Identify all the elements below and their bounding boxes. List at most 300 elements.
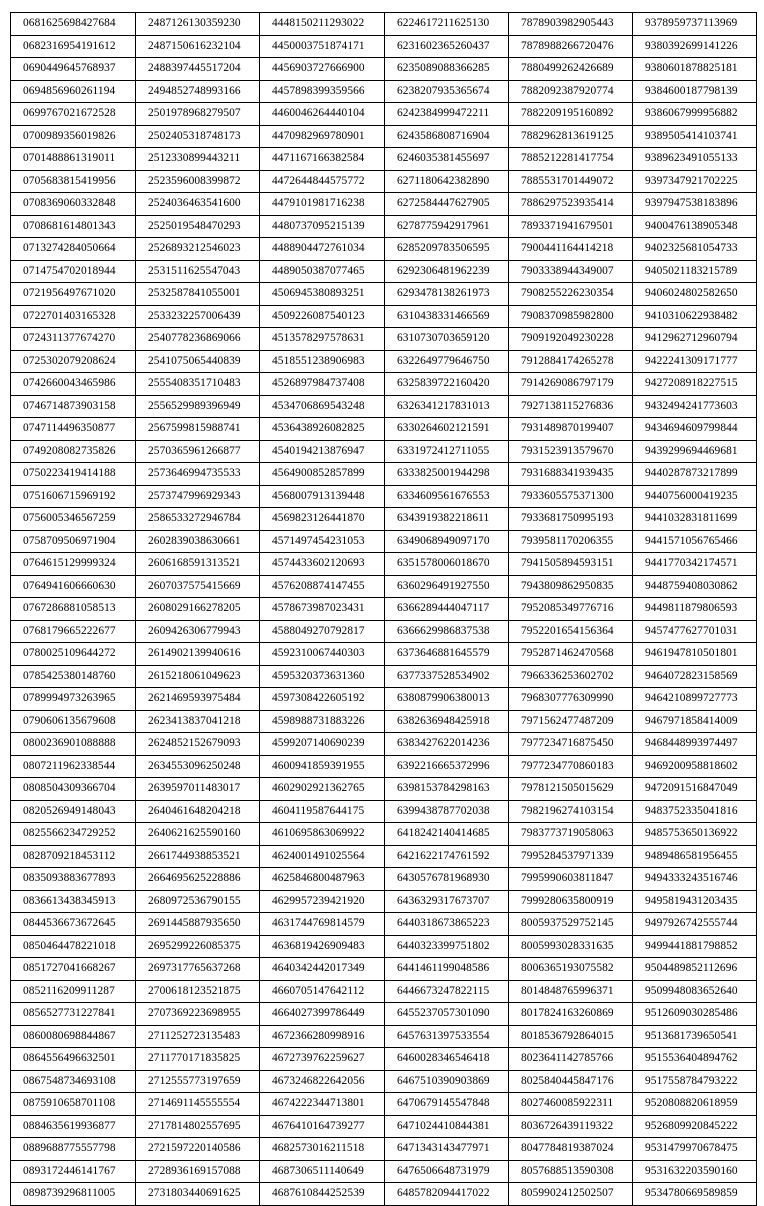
table-row bbox=[11, 710, 757, 733]
table-cell: 4534706869543248 bbox=[260, 395, 385, 418]
table-cell: 0860080698844867 bbox=[11, 1025, 136, 1048]
table-cell: 8005937529752145 bbox=[509, 913, 633, 936]
table-row bbox=[11, 80, 757, 103]
table-cell: 4674222344713801 bbox=[260, 1093, 385, 1116]
table-row bbox=[11, 395, 757, 418]
table-cell: 9405021183215789 bbox=[633, 260, 757, 283]
table-cell: 2556529989396949 bbox=[136, 395, 260, 418]
table-cell: 6446673247822115 bbox=[385, 980, 509, 1003]
table-cell: 9441571056765466 bbox=[633, 530, 757, 553]
table-cell: 4488904472761034 bbox=[260, 238, 385, 261]
table-row bbox=[11, 530, 757, 553]
table-cell: 9449811879806593 bbox=[633, 598, 757, 621]
table-cell: 7903338944349007 bbox=[509, 260, 633, 283]
table-cell: 9513681739650541 bbox=[633, 1025, 757, 1048]
table-cell: 4682573016211518 bbox=[260, 1138, 385, 1161]
table-cell: 9512609030285486 bbox=[633, 1003, 757, 1026]
table-cell: 2615218061049623 bbox=[136, 665, 260, 688]
table-cell: 6392216665372996 bbox=[385, 755, 509, 778]
table-cell: 7931523913579670 bbox=[509, 440, 633, 463]
table-cell: 6224617211625130 bbox=[385, 13, 509, 36]
table-cell: 7941505894593151 bbox=[509, 553, 633, 576]
table-row bbox=[11, 553, 757, 576]
table-cell: 6398153784298163 bbox=[385, 778, 509, 801]
table-cell: 4672739762259627 bbox=[260, 1048, 385, 1071]
table-cell: 0836613438345913 bbox=[11, 890, 136, 913]
table-cell: 7882962813619125 bbox=[509, 125, 633, 148]
table-cell: 8057688513590308 bbox=[509, 1160, 633, 1183]
table-cell: 6373646881645579 bbox=[385, 643, 509, 666]
table-cell: 6238207935365674 bbox=[385, 80, 509, 103]
table-cell: 6293478138261973 bbox=[385, 283, 509, 306]
table-cell: 9389623491055133 bbox=[633, 148, 757, 171]
table-cell: 6366289444047117 bbox=[385, 598, 509, 621]
table-row bbox=[11, 440, 757, 463]
table-cell: 9400476138905348 bbox=[633, 215, 757, 238]
table-cell: 0825566234729252 bbox=[11, 823, 136, 846]
table-cell: 4600941859391955 bbox=[260, 755, 385, 778]
table-cell: 6349068949097170 bbox=[385, 530, 509, 553]
table-cell: 2531511625547043 bbox=[136, 260, 260, 283]
table-cell: 7943809862950835 bbox=[509, 575, 633, 598]
table-cell: 6231602365260437 bbox=[385, 35, 509, 58]
table-cell: 7882209195160892 bbox=[509, 103, 633, 126]
table-cell: 7933605575371300 bbox=[509, 485, 633, 508]
table-cell: 2714691145555554 bbox=[136, 1093, 260, 1116]
table-cell: 2664695625228886 bbox=[136, 868, 260, 891]
table-cell: 4631744769814579 bbox=[260, 913, 385, 936]
table-cell: 9410310622938482 bbox=[633, 305, 757, 328]
table-cell: 9531632203590160 bbox=[633, 1160, 757, 1183]
table-cell: 9499441881798852 bbox=[633, 935, 757, 958]
table-cell: 2680972536790155 bbox=[136, 890, 260, 913]
table-cell: 6471024410844381 bbox=[385, 1115, 509, 1138]
table-cell: 9397347921702225 bbox=[633, 170, 757, 193]
table-cell: 0851727041668267 bbox=[11, 958, 136, 981]
table-cell: 9489486581956455 bbox=[633, 845, 757, 868]
table-cell: 2533232257006439 bbox=[136, 305, 260, 328]
number-table bbox=[10, 12, 757, 1206]
table-cell: 8014848765996371 bbox=[509, 980, 633, 1003]
table-row bbox=[11, 800, 757, 823]
table-cell: 7939581170206355 bbox=[509, 530, 633, 553]
table-cell: 0764941606660630 bbox=[11, 575, 136, 598]
table-cell: 0690449645768937 bbox=[11, 58, 136, 81]
table-cell: 9380392699141226 bbox=[633, 35, 757, 58]
table-cell: 4480737095215139 bbox=[260, 215, 385, 238]
table-cell: 9469200958818602 bbox=[633, 755, 757, 778]
table-cell: 6467510390903869 bbox=[385, 1070, 509, 1093]
table-cell: 0714754702018944 bbox=[11, 260, 136, 283]
table-cell: 9494333243516746 bbox=[633, 868, 757, 891]
table-cell: 4598988731883226 bbox=[260, 710, 385, 733]
table-row bbox=[11, 778, 757, 801]
table-cell: 0767286881058513 bbox=[11, 598, 136, 621]
table-cell: 4472644844575772 bbox=[260, 170, 385, 193]
table-cell: 2707369223698955 bbox=[136, 1003, 260, 1026]
table-cell: 6383427622014236 bbox=[385, 733, 509, 756]
table-cell: 2532587841055001 bbox=[136, 283, 260, 306]
table-row bbox=[11, 13, 757, 36]
table-cell: 4564900852857899 bbox=[260, 463, 385, 486]
table-cell: 7977234716875450 bbox=[509, 733, 633, 756]
table-cell: 6455237057301090 bbox=[385, 1003, 509, 1026]
table-row bbox=[11, 148, 757, 171]
table-cell: 0725302079208624 bbox=[11, 350, 136, 373]
table-cell: 9434694609799844 bbox=[633, 418, 757, 441]
table-row bbox=[11, 935, 757, 958]
table-cell: 6326341217831013 bbox=[385, 395, 509, 418]
table-row bbox=[11, 845, 757, 868]
table-cell: 9483752335041816 bbox=[633, 800, 757, 823]
table-cell: 7977234770860183 bbox=[509, 755, 633, 778]
table-cell: 7885531701449072 bbox=[509, 170, 633, 193]
table-cell: 2606168591313521 bbox=[136, 553, 260, 576]
table-cell: 4518551238906983 bbox=[260, 350, 385, 373]
table-cell: 6325839722160420 bbox=[385, 373, 509, 396]
table-cell: 2700618123521875 bbox=[136, 980, 260, 1003]
table-cell: 4588049270792817 bbox=[260, 620, 385, 643]
table-cell: 7878903982905443 bbox=[509, 13, 633, 36]
table-row bbox=[11, 1003, 757, 1026]
table-cell: 4457898399359566 bbox=[260, 80, 385, 103]
table-cell: 4660705147642112 bbox=[260, 980, 385, 1003]
table-cell: 7971562477487209 bbox=[509, 710, 633, 733]
table-row bbox=[11, 1160, 757, 1183]
table-cell: 0856527731227841 bbox=[11, 1003, 136, 1026]
table-cell: 2721597220140586 bbox=[136, 1138, 260, 1161]
table-row bbox=[11, 193, 757, 216]
table-cell: 2501978968279507 bbox=[136, 103, 260, 126]
table-cell: 7882092387920774 bbox=[509, 80, 633, 103]
table-cell: 9406024802582650 bbox=[633, 283, 757, 306]
table-row bbox=[11, 328, 757, 351]
table-cell: 9534780669589859 bbox=[633, 1183, 757, 1206]
table-row bbox=[11, 1138, 757, 1161]
table-cell: 4599207140690239 bbox=[260, 733, 385, 756]
table-cell: 4569823126441870 bbox=[260, 508, 385, 531]
table-cell: 7978121505015629 bbox=[509, 778, 633, 801]
table-cell: 7933681750995193 bbox=[509, 508, 633, 531]
table-cell: 4664027399786449 bbox=[260, 1003, 385, 1026]
table-cell: 0722701403165328 bbox=[11, 305, 136, 328]
table-cell: 9441032831811699 bbox=[633, 508, 757, 531]
table-row bbox=[11, 418, 757, 441]
number-table-body bbox=[11, 13, 757, 1206]
table-cell: 0850464478221018 bbox=[11, 935, 136, 958]
table-cell: 0746714873903158 bbox=[11, 395, 136, 418]
table-cell: 9468448993974497 bbox=[633, 733, 757, 756]
table-row bbox=[11, 373, 757, 396]
table-cell: 2494852748993166 bbox=[136, 80, 260, 103]
table-cell: 9464072823158569 bbox=[633, 665, 757, 688]
table-cell: 2525019548470293 bbox=[136, 215, 260, 238]
table-cell: 2695299226085375 bbox=[136, 935, 260, 958]
table-cell: 6242384999472211 bbox=[385, 103, 509, 126]
table-cell: 0700989356019826 bbox=[11, 125, 136, 148]
table-cell: 2731803440691625 bbox=[136, 1183, 260, 1206]
table-cell: 9441770342174571 bbox=[633, 553, 757, 576]
table-cell: 4526897984737408 bbox=[260, 373, 385, 396]
table-cell: 2573646994735533 bbox=[136, 463, 260, 486]
table-cell: 7999280635800919 bbox=[509, 890, 633, 913]
table-cell: 6421622174761592 bbox=[385, 845, 509, 868]
table-cell: 9495819431203435 bbox=[633, 890, 757, 913]
table-cell: 4597308422605192 bbox=[260, 688, 385, 711]
table-cell: 6457631397533554 bbox=[385, 1025, 509, 1048]
table-cell: 4640342442017349 bbox=[260, 958, 385, 981]
table-cell: 4456903727666900 bbox=[260, 58, 385, 81]
table-row bbox=[11, 1048, 757, 1071]
table-cell: 7968307776309990 bbox=[509, 688, 633, 711]
table-cell: 0789994973263965 bbox=[11, 688, 136, 711]
table-cell: 9440287873217899 bbox=[633, 463, 757, 486]
table-cell: 9427208918227515 bbox=[633, 373, 757, 396]
table-cell: 0747114496350877 bbox=[11, 418, 136, 441]
table-row bbox=[11, 980, 757, 1003]
table-row bbox=[11, 463, 757, 486]
table-cell: 7900441164414218 bbox=[509, 238, 633, 261]
table-cell: 9531479970678475 bbox=[633, 1138, 757, 1161]
table-cell: 2728936169157088 bbox=[136, 1160, 260, 1183]
table-cell: 6441461199048586 bbox=[385, 958, 509, 981]
table-cell: 0864556496632501 bbox=[11, 1048, 136, 1071]
table-cell: 7880499262426689 bbox=[509, 58, 633, 81]
table-cell: 6235089088366285 bbox=[385, 58, 509, 81]
table-cell: 0705683815419956 bbox=[11, 170, 136, 193]
table-cell: 6272584447627905 bbox=[385, 193, 509, 216]
table-cell: 8047784819387024 bbox=[509, 1138, 633, 1161]
table-cell: 6285209783506595 bbox=[385, 238, 509, 261]
table-cell: 7952871462470568 bbox=[509, 643, 633, 666]
table-cell: 0898739296811005 bbox=[11, 1183, 136, 1206]
table-cell: 2502405318748173 bbox=[136, 125, 260, 148]
table-cell: 4460046264440104 bbox=[260, 103, 385, 126]
table-cell: 0835093883677893 bbox=[11, 868, 136, 891]
table-cell: 7995284537971339 bbox=[509, 845, 633, 868]
table-cell: 4610695863069922 bbox=[260, 823, 385, 846]
table-cell: 9461947810501801 bbox=[633, 643, 757, 666]
table-row bbox=[11, 508, 757, 531]
table-cell: 9402325681054733 bbox=[633, 238, 757, 261]
table-cell: 0708681614801343 bbox=[11, 215, 136, 238]
table-cell: 6292306481962239 bbox=[385, 260, 509, 283]
table-cell: 4673246822642056 bbox=[260, 1070, 385, 1093]
table-row bbox=[11, 958, 757, 981]
table-cell: 9526809920845222 bbox=[633, 1115, 757, 1138]
table-cell: 7931688341939435 bbox=[509, 463, 633, 486]
table-cell: 4536438926082825 bbox=[260, 418, 385, 441]
table-row bbox=[11, 890, 757, 913]
table-cell: 9515536404894762 bbox=[633, 1048, 757, 1071]
table-cell: 0828709218453112 bbox=[11, 845, 136, 868]
table-cell: 6278775942917961 bbox=[385, 215, 509, 238]
table-cell: 2512330899443211 bbox=[136, 148, 260, 171]
table-row bbox=[11, 58, 757, 81]
table-cell: 9380601878825181 bbox=[633, 58, 757, 81]
table-cell: 7885212281417754 bbox=[509, 148, 633, 171]
table-cell: 7982196274103154 bbox=[509, 800, 633, 823]
table-cell: 6334609561676553 bbox=[385, 485, 509, 508]
table-cell: 0884635619936877 bbox=[11, 1115, 136, 1138]
table-cell: 4604119587644175 bbox=[260, 800, 385, 823]
table-cell: 7931489870199407 bbox=[509, 418, 633, 441]
table-cell: 4672366280998916 bbox=[260, 1025, 385, 1048]
table-cell: 0701488861319011 bbox=[11, 148, 136, 171]
table-cell: 0758709506971904 bbox=[11, 530, 136, 553]
table-cell: 0785425380148760 bbox=[11, 665, 136, 688]
table-cell: 2640621625590160 bbox=[136, 823, 260, 846]
table-cell: 2523596008399872 bbox=[136, 170, 260, 193]
table-cell: 9485753650136922 bbox=[633, 823, 757, 846]
table-cell: 2602839038630661 bbox=[136, 530, 260, 553]
table-cell: 2586533272946784 bbox=[136, 508, 260, 531]
table-cell: 6331972412711055 bbox=[385, 440, 509, 463]
table-cell: 9412962712960794 bbox=[633, 328, 757, 351]
table-cell: 0820526949148043 bbox=[11, 800, 136, 823]
table-cell: 6360296491927550 bbox=[385, 575, 509, 598]
table-row bbox=[11, 643, 757, 666]
table-cell: 4574433602120693 bbox=[260, 553, 385, 576]
table-cell: 6366629986837538 bbox=[385, 620, 509, 643]
table-cell: 9386067999956882 bbox=[633, 103, 757, 126]
table-cell: 2614902139940616 bbox=[136, 643, 260, 666]
table-row bbox=[11, 755, 757, 778]
table-cell: 9432494241773603 bbox=[633, 395, 757, 418]
table-cell: 7908370985982800 bbox=[509, 305, 633, 328]
table-cell: 0681625698427684 bbox=[11, 13, 136, 36]
table-cell: 2487126130359230 bbox=[136, 13, 260, 36]
table-cell: 0867548734693108 bbox=[11, 1070, 136, 1093]
table-cell: 9497926742555744 bbox=[633, 913, 757, 936]
table-cell: 0889688775557798 bbox=[11, 1138, 136, 1161]
table-row bbox=[11, 575, 757, 598]
table-cell: 2488397445517204 bbox=[136, 58, 260, 81]
table-cell: 9472091516847049 bbox=[633, 778, 757, 801]
table-cell: 0756005346567259 bbox=[11, 508, 136, 531]
table-cell: 4506945380893251 bbox=[260, 283, 385, 306]
table-row bbox=[11, 1183, 757, 1206]
table-cell: 0800236901088888 bbox=[11, 733, 136, 756]
table-cell: 2717814802557695 bbox=[136, 1115, 260, 1138]
table-cell: 4592310067440303 bbox=[260, 643, 385, 666]
table-cell: 2607037575415669 bbox=[136, 575, 260, 598]
table-row bbox=[11, 238, 757, 261]
table-cell: 6351578006018670 bbox=[385, 553, 509, 576]
table-row bbox=[11, 283, 757, 306]
table-cell: 9384600187798139 bbox=[633, 80, 757, 103]
table-row bbox=[11, 350, 757, 373]
table-cell: 6399438787702038 bbox=[385, 800, 509, 823]
table-cell: 2711770171835825 bbox=[136, 1048, 260, 1071]
table-cell: 2608029166278205 bbox=[136, 598, 260, 621]
table-cell: 4509226087540123 bbox=[260, 305, 385, 328]
table-cell: 2540778236869066 bbox=[136, 328, 260, 351]
table-cell: 0742660043465986 bbox=[11, 373, 136, 396]
table-cell: 4624001491025564 bbox=[260, 845, 385, 868]
table-cell: 2570365961266877 bbox=[136, 440, 260, 463]
table-cell: 7908255226230354 bbox=[509, 283, 633, 306]
table-cell: 4470982969780901 bbox=[260, 125, 385, 148]
table-cell: 2526893212546023 bbox=[136, 238, 260, 261]
table-cell: 0699767021672528 bbox=[11, 103, 136, 126]
table-cell: 9467971858414009 bbox=[633, 710, 757, 733]
table-cell: 0694856960261194 bbox=[11, 80, 136, 103]
table-row bbox=[11, 1025, 757, 1048]
table-cell: 6322649779646750 bbox=[385, 350, 509, 373]
table-cell: 9464210899727773 bbox=[633, 688, 757, 711]
table-cell: 7909192049230228 bbox=[509, 328, 633, 351]
table-cell: 0893172446141767 bbox=[11, 1160, 136, 1183]
table-cell: 6246035381455697 bbox=[385, 148, 509, 171]
table-cell: 7952201654156364 bbox=[509, 620, 633, 643]
table-cell: 4629957239421920 bbox=[260, 890, 385, 913]
table-row bbox=[11, 103, 757, 126]
table-cell: 8017824163260869 bbox=[509, 1003, 633, 1026]
table-cell: 9389505414103741 bbox=[633, 125, 757, 148]
table-cell: 2487150616232104 bbox=[136, 35, 260, 58]
table-cell: 9422241309171777 bbox=[633, 350, 757, 373]
table-cell: 6330264602121591 bbox=[385, 418, 509, 441]
table-cell: 0807211962338544 bbox=[11, 755, 136, 778]
table-cell: 4479101981716238 bbox=[260, 193, 385, 216]
table-cell: 8059902412502507 bbox=[509, 1183, 633, 1206]
table-cell: 0808504309366704 bbox=[11, 778, 136, 801]
table-cell: 9440756000419235 bbox=[633, 485, 757, 508]
table-cell: 7952085349776716 bbox=[509, 598, 633, 621]
table-cell: 2640461648204218 bbox=[136, 800, 260, 823]
table-cell: 4448150211293022 bbox=[260, 13, 385, 36]
table-cell: 9504489852112696 bbox=[633, 958, 757, 981]
table-row bbox=[11, 913, 757, 936]
table-cell: 6471343143477971 bbox=[385, 1138, 509, 1161]
table-row bbox=[11, 215, 757, 238]
table-cell: 7995990603811847 bbox=[509, 868, 633, 891]
table-cell: 9517558784793222 bbox=[633, 1070, 757, 1093]
table-cell: 4576208874147455 bbox=[260, 575, 385, 598]
table-cell: 9439299694469681 bbox=[633, 440, 757, 463]
table-cell: 4513578297578631 bbox=[260, 328, 385, 351]
table-cell: 4471167166382584 bbox=[260, 148, 385, 171]
table-row bbox=[11, 598, 757, 621]
table-cell: 6460028346546418 bbox=[385, 1048, 509, 1071]
table-cell: 6476506648731979 bbox=[385, 1160, 509, 1183]
table-cell: 0724311377674270 bbox=[11, 328, 136, 351]
table-cell: 4602902921362765 bbox=[260, 778, 385, 801]
table-cell: 7927138115276836 bbox=[509, 395, 633, 418]
table-cell: 9509948083652640 bbox=[633, 980, 757, 1003]
table-cell: 2634553096250248 bbox=[136, 755, 260, 778]
table-row bbox=[11, 125, 757, 148]
table-cell: 4578673987023431 bbox=[260, 598, 385, 621]
table-cell: 6382636948425918 bbox=[385, 710, 509, 733]
table-cell: 7914269086797179 bbox=[509, 373, 633, 396]
table-cell: 6380879906380013 bbox=[385, 688, 509, 711]
table-cell: 0852116209911287 bbox=[11, 980, 136, 1003]
table-cell: 4489050387077465 bbox=[260, 260, 385, 283]
table-row bbox=[11, 823, 757, 846]
table-cell: 6310730703659120 bbox=[385, 328, 509, 351]
table-cell: 0721956497671020 bbox=[11, 283, 136, 306]
table-cell: 7966336253602702 bbox=[509, 665, 633, 688]
table-cell: 9378959737113969 bbox=[633, 13, 757, 36]
table-cell: 0790606135679608 bbox=[11, 710, 136, 733]
table-cell: 7886297523935414 bbox=[509, 193, 633, 216]
table-cell: 0768179665222677 bbox=[11, 620, 136, 643]
table-row bbox=[11, 733, 757, 756]
table-cell: 2573747996929343 bbox=[136, 485, 260, 508]
table-cell: 8005993028331635 bbox=[509, 935, 633, 958]
